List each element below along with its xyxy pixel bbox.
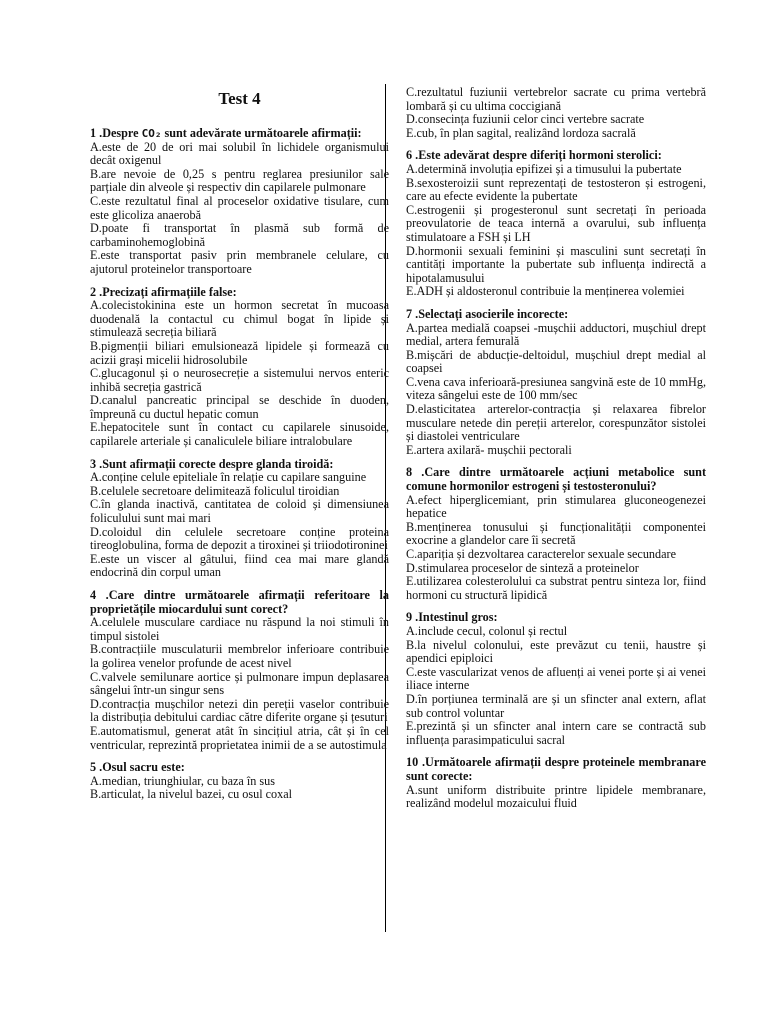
question-9 xyxy=(406,611,706,747)
option: D.elasticitatea arterelor-contracția și relaxarea fibrelor musculare netede din pereții arterelor, corespunzător sistolei și diastolei ventriculare xyxy=(406,402,706,444)
option: A.efect hiperglicemiant, prin stimularea gluconeogenezei hepatice xyxy=(406,492,706,521)
question-5-continued xyxy=(406,86,706,140)
option: B.pigmenții biliari emulsionează lipidele și formează cu acizii grași micelii hidrosolubile xyxy=(90,338,389,367)
option: C.estrogenii și progesteronul sunt secretați în perioada preovulatorie de teaca internă a ovarului, sub influența stimulatoare a FSH și LH xyxy=(406,202,706,244)
option: A.colecistokinina este un hormon secretat în mucoasa duodenală la contactul cu chimul bogat în lipide și stimulează secreția biliară xyxy=(90,298,389,340)
option: B.menținerea tonusului și funcționalității componentei exocrine a glandelor care îi secretă xyxy=(406,519,706,548)
option: E.artera axilară- mușchii pectorali xyxy=(406,442,572,457)
question-4 xyxy=(90,589,389,752)
question-heading: 5 .Osul sacru este: xyxy=(90,760,185,775)
left-column xyxy=(90,86,389,811)
question-5 xyxy=(90,761,389,802)
option: E.ADH și aldosteronul contribuie la menținerea volemiei xyxy=(406,284,685,299)
option: C.valvele semilunare aortice și pulmonare impun deplasarea sângelui într-un singur sens xyxy=(90,669,389,698)
option: A.conține celule epiteliale în relație cu capilare sanguine xyxy=(90,470,367,485)
option: D.stimularea proceselor de sinteză a proteinelor xyxy=(406,560,639,575)
option: B.sexosteroizii sunt reprezentați de testosteron și estrogeni, care au efecte evidente la pubertate xyxy=(406,175,706,204)
option: D.canalul pancreatic principal se deschide în duoden, împreună cu ductul hepatic comun xyxy=(90,393,389,421)
right-column xyxy=(406,86,706,820)
question-heading: 4 .Care dintre următoarele afirmații referitoare la proprietățile miocardului sunt corect? xyxy=(90,588,389,616)
option: D.coloidul din celulele secretoare conține proteina tireoglobulina, forma de depozit a tiroxinei și triiodotironinei xyxy=(90,524,389,553)
option: E.hepatocitele sunt în contact cu capilarele sinusoide, capilarele arteriale și canaliculele biliare intralobulare xyxy=(90,420,389,449)
option: A.celulele musculare cardiace nu răspund la noi stimuli în timpul sistolei xyxy=(90,615,389,643)
question-heading: 7 .Selectați asocierile incorecte: xyxy=(406,306,569,321)
co2-formula: CO₂ xyxy=(141,127,162,140)
option: A.include cecul, colonul și rectul xyxy=(406,623,568,638)
option: D.poate fi transportat în plasmă sub formă de carbaminohemoglobină xyxy=(90,221,389,249)
question-heading: 9 .Intestinul gros: xyxy=(406,610,498,625)
option: C.glucagonul și o neurosecreție a sistemului nervos enteric inhibă secreția gastrică xyxy=(90,366,389,394)
option: C.apariția și dezvoltarea caracterelor sexuale secundare xyxy=(406,547,676,561)
heading-text: 1 .Despre xyxy=(90,126,142,140)
option: B.are nevoie de 0,25 s pentru reglarea presiunilor sale parțiale din alveole și respectiv din capilarele pulmonare xyxy=(90,166,389,195)
option: E.utilizarea colesterolului ca substrat pentru sinteza lor, fiind hormoni cu structură lipidică xyxy=(406,574,706,602)
question-8 xyxy=(406,466,706,602)
question-2 xyxy=(90,286,389,449)
question-7 xyxy=(406,308,706,458)
option: C.este vascularizat venos de afluenți ai venei porte și ai venei iliace interne xyxy=(406,664,706,693)
option: D.contracția mușchilor netezi din pereții vaselor contribuie la distribuția debitului cardiac către diferite organe și țesuturi xyxy=(90,696,389,725)
question-heading: 3 .Sunt afirmații corecte despre glanda tiroidă: xyxy=(90,456,334,471)
option: A.determină involuția epifizei și a timusului la pubertate xyxy=(406,161,682,176)
option: B.la nivelul colonului, este prevăzut cu tenii, haustre și apendici epiploici xyxy=(406,637,706,666)
option: D.consecința fuziunii celor cinci vertebre sacrate xyxy=(406,112,645,127)
question-heading xyxy=(90,127,389,141)
option: E.este un viscer al gâtului, fiind cea mai mare glandă endocrină din corpul uman xyxy=(90,551,389,580)
option: B.mișcări de abducție-deltoidul, mușchiul drept medial al coapsei xyxy=(406,347,706,376)
option: D.hormonii sexuali feminini și masculini sunt secretați în cantități importante la pubertate sub influența indirectă a hipotalamusului xyxy=(406,243,706,285)
question-heading: 10 .Următoarele afirmații despre proteinele membranare sunt corecte: xyxy=(406,755,706,783)
option: E.prezintă și un sfincter anal intern care se contractă sub influența parasimpaticului sacral xyxy=(406,719,706,747)
option: A.median, triunghiular, cu baza în sus xyxy=(90,773,275,788)
option: C.în glanda inactivă, cantitatea de coloid și dimensiunea foliculului sunt mai mari xyxy=(90,497,389,526)
option: B.articulat, la nivelul bazei, cu osul coxal xyxy=(90,787,293,802)
option: A.sunt uniform distribuite printre lipidele membranare, realizând modelul mozaicului fluid xyxy=(406,782,706,811)
question-6 xyxy=(406,149,706,299)
question-3 xyxy=(90,458,389,580)
question-1 xyxy=(90,127,389,277)
heading-text: sunt adevărate următoarele afirmații: xyxy=(161,126,362,140)
question-heading: 8 .Care dintre următoarele acțiuni metabolice sunt comune hormonilor estrogeni și testosteronului? xyxy=(406,465,706,494)
option: B.contracțiile musculaturii membrelor inferioare contribuie la golirea venelor profunde de acest nivel xyxy=(90,642,389,670)
page-title: Test 4 xyxy=(218,89,261,108)
option: D.în porțiunea terminală are și un sfincter anal extern, aflat sub control voluntar xyxy=(406,691,706,720)
option: E.este transportat pasiv prin membranele celulare, cu ajutorul proteinelor transportoare xyxy=(90,248,389,276)
option: E.cub, în plan sagital, realizând lordoza sacrală xyxy=(406,125,636,140)
option: B.celulele secretoare delimitează foliculul tiroidian xyxy=(90,483,340,498)
option: C.este rezultatul final al proceselor oxidative tisulare, cum este glicoliza anaerobă xyxy=(90,193,389,222)
option: C.rezultatul fuziunii vertebrelor sacrate cu prima vertebră lombară și cu ultima coccigiană xyxy=(406,85,706,113)
option: E.automatismul, generat atât în sincițiul atria, cât și în cel ventricular, reprezintă proprietatea inimii de a se autostimula xyxy=(90,723,389,752)
option: A.este de 20 de ori mai solubil în lichidele organismului decât oxigenul xyxy=(90,139,389,168)
question-heading: 2 .Precizați afirmațiile false: xyxy=(90,284,237,299)
question-10 xyxy=(406,756,706,810)
option: A.partea medială coapsei -mușchii adductori, mușchiul drept medial, artera femurală xyxy=(406,320,706,349)
question-heading: 6 .Este adevărat despre diferiți hormoni sterolici: xyxy=(406,148,662,163)
option: C.vena cava inferioară-presiunea sangvină este de 10 mmHg, viteza sângelui este de 100 mm/sec xyxy=(406,374,706,403)
